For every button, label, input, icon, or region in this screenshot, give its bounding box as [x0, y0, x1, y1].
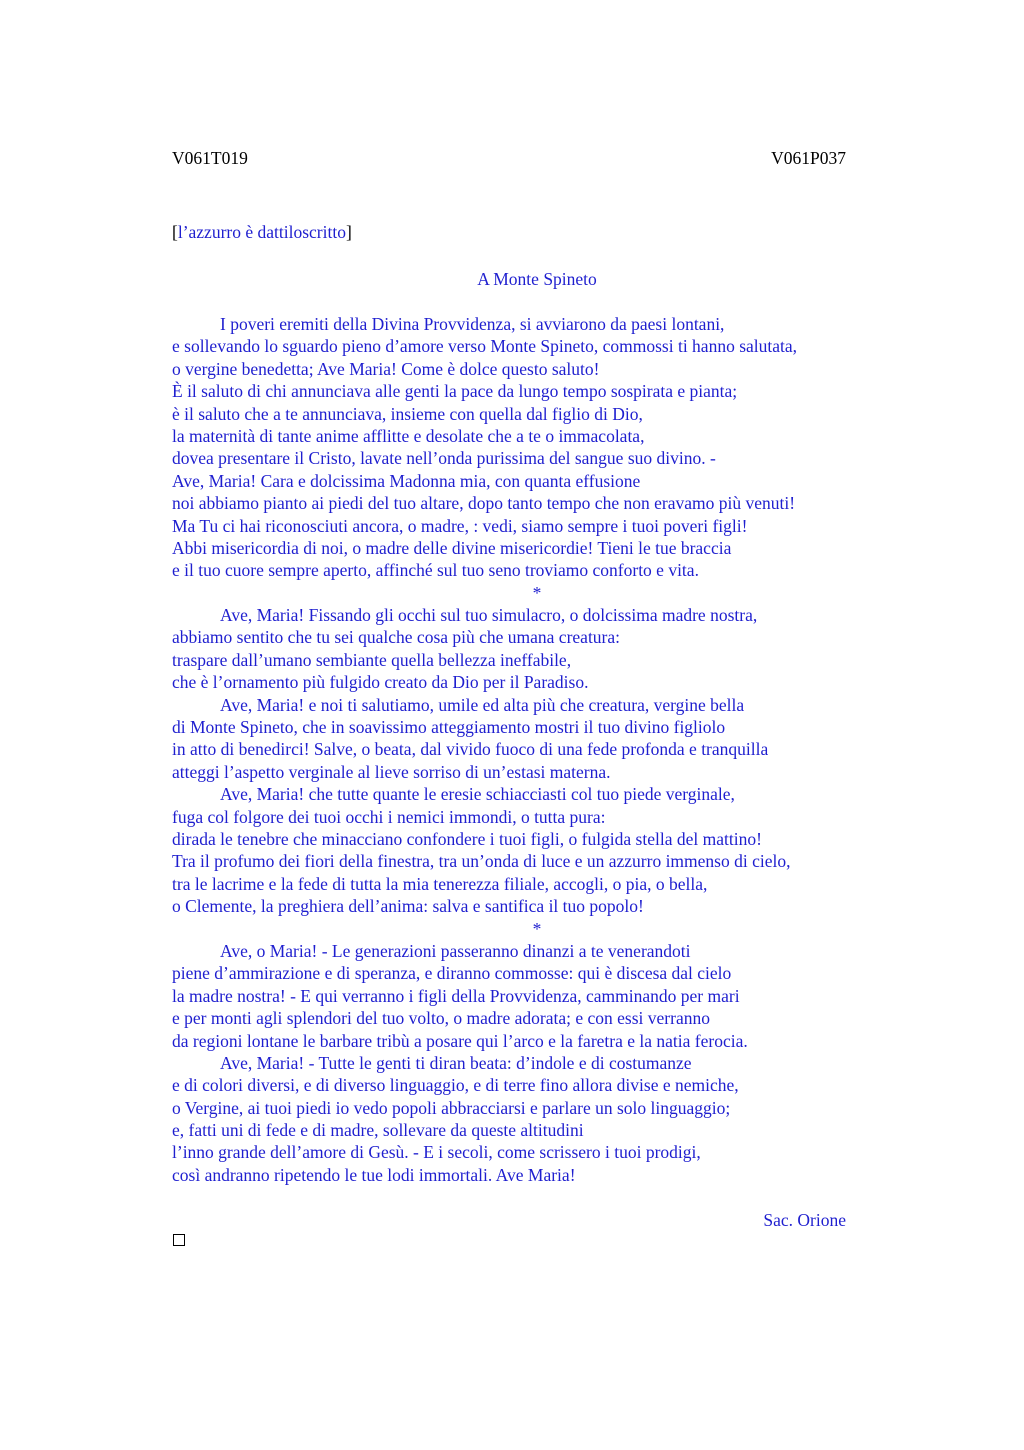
- text-line: in atto di benedirci! Salve, o beata, dal vivido fuoco di una fede profonda e tranquilla: [172, 739, 769, 760]
- text-line: la madre nostra! - E qui verranno i figli della Provvidenza, camminando per mari: [172, 985, 740, 1006]
- end-of-document-box-icon: [173, 1234, 185, 1246]
- text-line: dirada le tenebre che minacciano confondere i tuoi figli, o fulgida stella del mattino!: [172, 828, 762, 849]
- text-line: l’inno grande dell’amore di Gesù. - E i secoli, come scrissero i tuoi prodigi,: [172, 1142, 701, 1163]
- text-line: così andranno ripetendo le tue lodi immortali. Ave Maria!: [172, 1164, 576, 1185]
- section-separator: *: [532, 582, 542, 603]
- text-line: È il saluto di chi annunciava alle genti la pace da lungo tempo sospirata e pianta;: [172, 381, 738, 402]
- text-line: tra le lacrime e la fede di tutta la mia tenerezza filiale, accogli, o pia, o bella,: [172, 873, 708, 894]
- document-code: V061T019: [172, 148, 248, 168]
- page-code: V061P037: [771, 148, 846, 168]
- text-line: è il saluto che a te annunciava, insieme con quella dal figlio di Dio,: [172, 403, 643, 424]
- text-line: Ave, Maria! Fissando gli occhi sul tuo simulacro, o dolcissima madre nostra,: [220, 605, 758, 626]
- text-line: o Clemente, la preghiera dell’anima: salva e santifica il tuo popolo!: [172, 896, 644, 917]
- text-line: I poveri eremiti della Divina Provvidenza, si avviarono da paesi lontani,: [220, 314, 725, 334]
- text-line: la maternità di tante anime afflitte e desolate che a te o immacolata,: [172, 425, 645, 446]
- editorial-note: [172, 221, 352, 243]
- text-line: e per monti agli splendori del tuo volto, o madre adorata; e con essi verranno: [172, 1008, 710, 1029]
- text-line: e il tuo cuore sempre aperto, affinché sul tuo seno troviamo conforto e vita.: [172, 560, 699, 581]
- text-line: Abbi misericordia di noi, o madre delle divine misericordie! Tieni le tue braccia: [172, 537, 732, 558]
- page-header: [172, 147, 846, 169]
- text-line: piene d’ammirazione e di speranza, e diranno commosse: qui è discesa dal cielo: [172, 963, 732, 984]
- text-line: fuga col folgore dei tuoi occhi i nemici immondi, o tutta pura:: [172, 806, 606, 827]
- text-line: Ma Tu ci hai riconosciuti ancora, o madre, : vedi, siamo sempre i tuoi poveri figli!: [172, 515, 748, 536]
- text-line: abbiamo sentito che tu sei qualche cosa più che umana creatura:: [172, 627, 621, 648]
- note-close-bracket: ]: [345, 222, 352, 242]
- text-line: da regioni lontane le barbare tribù a posare qui l’arco e la faretra e la natia ferocia.: [172, 1030, 748, 1051]
- text-line: o vergine benedetta; Ave Maria! Come è dolce questo saluto!: [172, 358, 600, 379]
- signature: Sac. Orione: [763, 1210, 846, 1230]
- text-line: Ave, Maria! e noi ti salutiamo, umile ed alta più che creatura, vergine bella: [220, 694, 745, 715]
- text-line: e di colori diversi, e di diverso linguaggio, e di terre fino allora divise e nemiche,: [172, 1075, 739, 1096]
- text-line: Ave, o Maria! - Le generazioni passeranno dinanzi a te venerandoti: [220, 940, 691, 961]
- text-line: di Monte Spineto, che in soavissimo atteggiamento mostri il tuo divino figliolo: [172, 717, 726, 738]
- note-open-bracket: [: [172, 222, 178, 242]
- text-line: Ave, Maria! che tutte quante le eresie schiacciasti col tuo piede verginale,: [220, 784, 735, 805]
- document-title: A Monte Spineto: [477, 269, 597, 289]
- text-line: e, fatti uni di fede e di madre, sollevare da queste altitudini: [172, 1120, 584, 1141]
- text-line: dovea presentare il Cristo, lavate nell’onda purissima del sangue suo divino. -: [172, 448, 716, 469]
- text-line: o Vergine, ai tuoi piedi io vedo popoli abbracciarsi e parlare un solo linguaggio;: [172, 1097, 731, 1118]
- document-body: [172, 313, 872, 1186]
- document-page: [172, 0, 852, 1450]
- text-line: e sollevando lo sguardo pieno d’amore verso Monte Spineto, commossi ti hanno salutata,: [172, 336, 798, 357]
- text-line: Ave, Maria! - Tutte le genti ti diran beata: d’indole e di costumanze: [220, 1052, 692, 1073]
- note-text: l’azzurro è dattiloscritto: [177, 222, 346, 242]
- text-line: che è l’ornamento più fulgido creato da Dio per il Paradiso.: [172, 672, 589, 693]
- section-separator: *: [532, 918, 542, 939]
- text-line: noi abbiamo pianto ai piedi del tuo altare, dopo tanto tempo che non eravamo più venuti!: [172, 493, 796, 514]
- text-line: Ave, Maria! Cara e dolcissima Madonna mia, con quanta effusione: [172, 470, 641, 491]
- text-line: Tra il profumo dei fiori della finestra, tra un’onda di luce e un azzurro immenso di cielo,: [172, 851, 791, 872]
- text-line: atteggi l’aspetto verginale al lieve sorriso di un’estasi materna.: [172, 761, 611, 782]
- text-line: traspare dall’umano sembiante quella bellezza ineffabile,: [172, 649, 572, 670]
